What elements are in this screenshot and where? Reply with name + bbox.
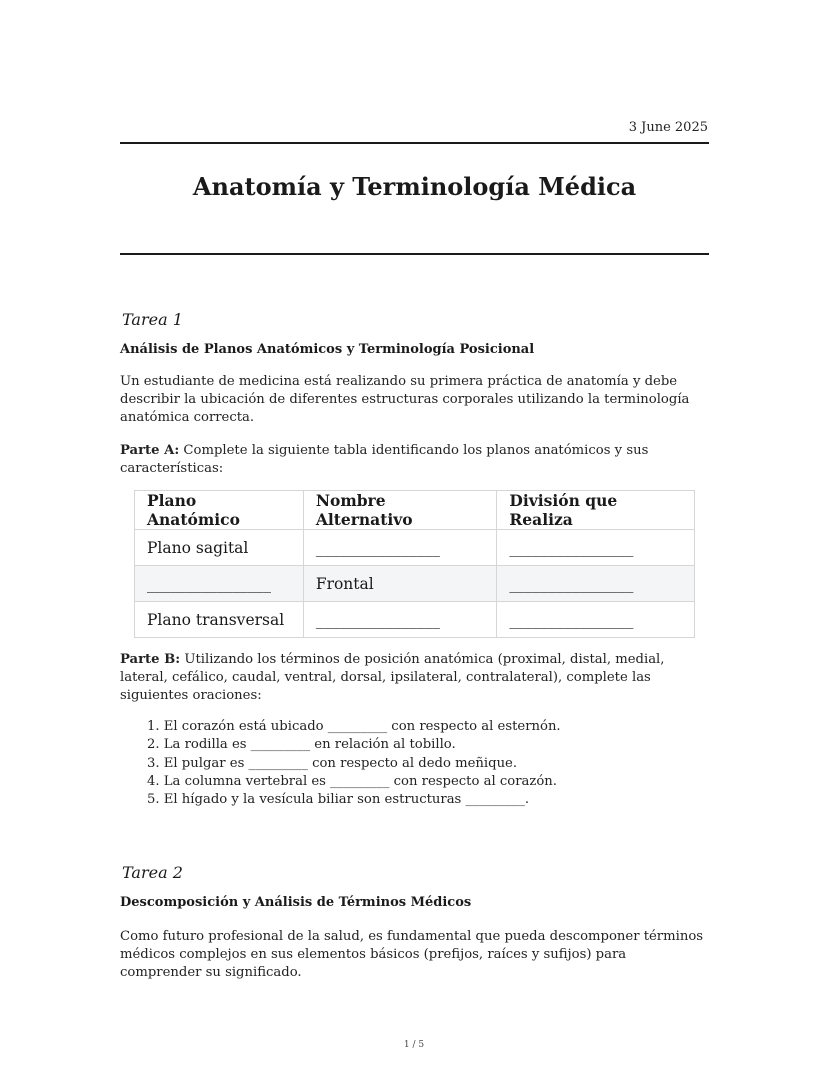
table-row: [135, 530, 695, 566]
blank-answer-field[interactable]: ________________: [497, 566, 695, 602]
anatomical-planes-table: [134, 490, 695, 638]
task-1-heading: Análisis de Planos Anatómicos y Terminología Posicional: [120, 342, 535, 357]
part-b-text: Utilizando los términos de posición anatómica (proximal, distal, medial, lateral, cefálico, caudal, ventral, dorsal, ipsilateral, contralateral), complete las siguientes oraciones:: [120, 652, 665, 703]
column-header-division: División que Realiza: [497, 491, 695, 530]
list-item: 1. El corazón está ubicado _________ con respecto al esternón.: [147, 719, 561, 734]
part-a-label: Parte A:: [120, 443, 180, 458]
part-b-label: Parte B:: [120, 652, 181, 667]
list-item: 5. El hígado y la vesícula biliar son estructuras _________.: [147, 792, 530, 808]
list-item: 2. La rodilla es _________ en relación al tobillo.: [147, 737, 456, 753]
document-date: 3 June 2025: [628, 120, 708, 135]
blank-answer-field[interactable]: ________________: [303, 602, 497, 638]
column-header-alternative-name: Nombre Alternativo: [303, 491, 497, 530]
task-2-label: Tarea 2: [122, 863, 183, 882]
column-header-plane: Plano Anatómico: [135, 491, 304, 530]
part-a-text: Complete la siguiente tabla identificando los planos anatómicos y sus características:: [120, 443, 649, 476]
task-1-intro: Un estudiante de medicina está realizando su primera práctica de anatomía y debe describir la ubicación de diferentes estructuras corporales utilizando la terminología anatómica correcta.: [120, 374, 690, 425]
list-item: 4. La columna vertebral es _________ con respecto al corazón.: [147, 773, 557, 789]
table-row: [135, 566, 695, 602]
blank-answer-field[interactable]: ________________: [303, 530, 497, 566]
table-cell: Plano transversal: [135, 602, 304, 638]
blank-answer-field[interactable]: ________________: [497, 530, 695, 566]
list-item: 3. El pulgar es _________ con respecto al dedo meñique.: [147, 755, 518, 771]
blank-answer-field[interactable]: ________________: [135, 566, 304, 602]
header-top-rule: [120, 142, 709, 144]
blank-answer-field[interactable]: ________________: [497, 602, 695, 638]
task-2-intro: Como futuro profesional de la salud, es fundamental que pueda descomponer términos médicos complejos en sus elementos básicos (prefijos, raíces y sufijos) para comprender su significado.: [120, 929, 704, 980]
document-title: Anatomía y Terminología Médica: [192, 172, 637, 201]
header-bottom-rule: [120, 253, 709, 255]
table-cell: Frontal: [303, 566, 497, 602]
task-1-label: Tarea 1: [122, 310, 183, 329]
part-a-instructions: [120, 442, 709, 478]
part-b-instructions: [120, 651, 709, 705]
fill-in-sentences-list: [147, 718, 561, 809]
page-number: 1 / 5: [403, 1040, 425, 1050]
task-2-heading: Descomposición y Análisis de Términos Médicos: [120, 895, 472, 910]
table-row: [135, 602, 695, 638]
table-cell: Plano sagital: [135, 530, 304, 566]
table-header-row: [135, 491, 695, 530]
